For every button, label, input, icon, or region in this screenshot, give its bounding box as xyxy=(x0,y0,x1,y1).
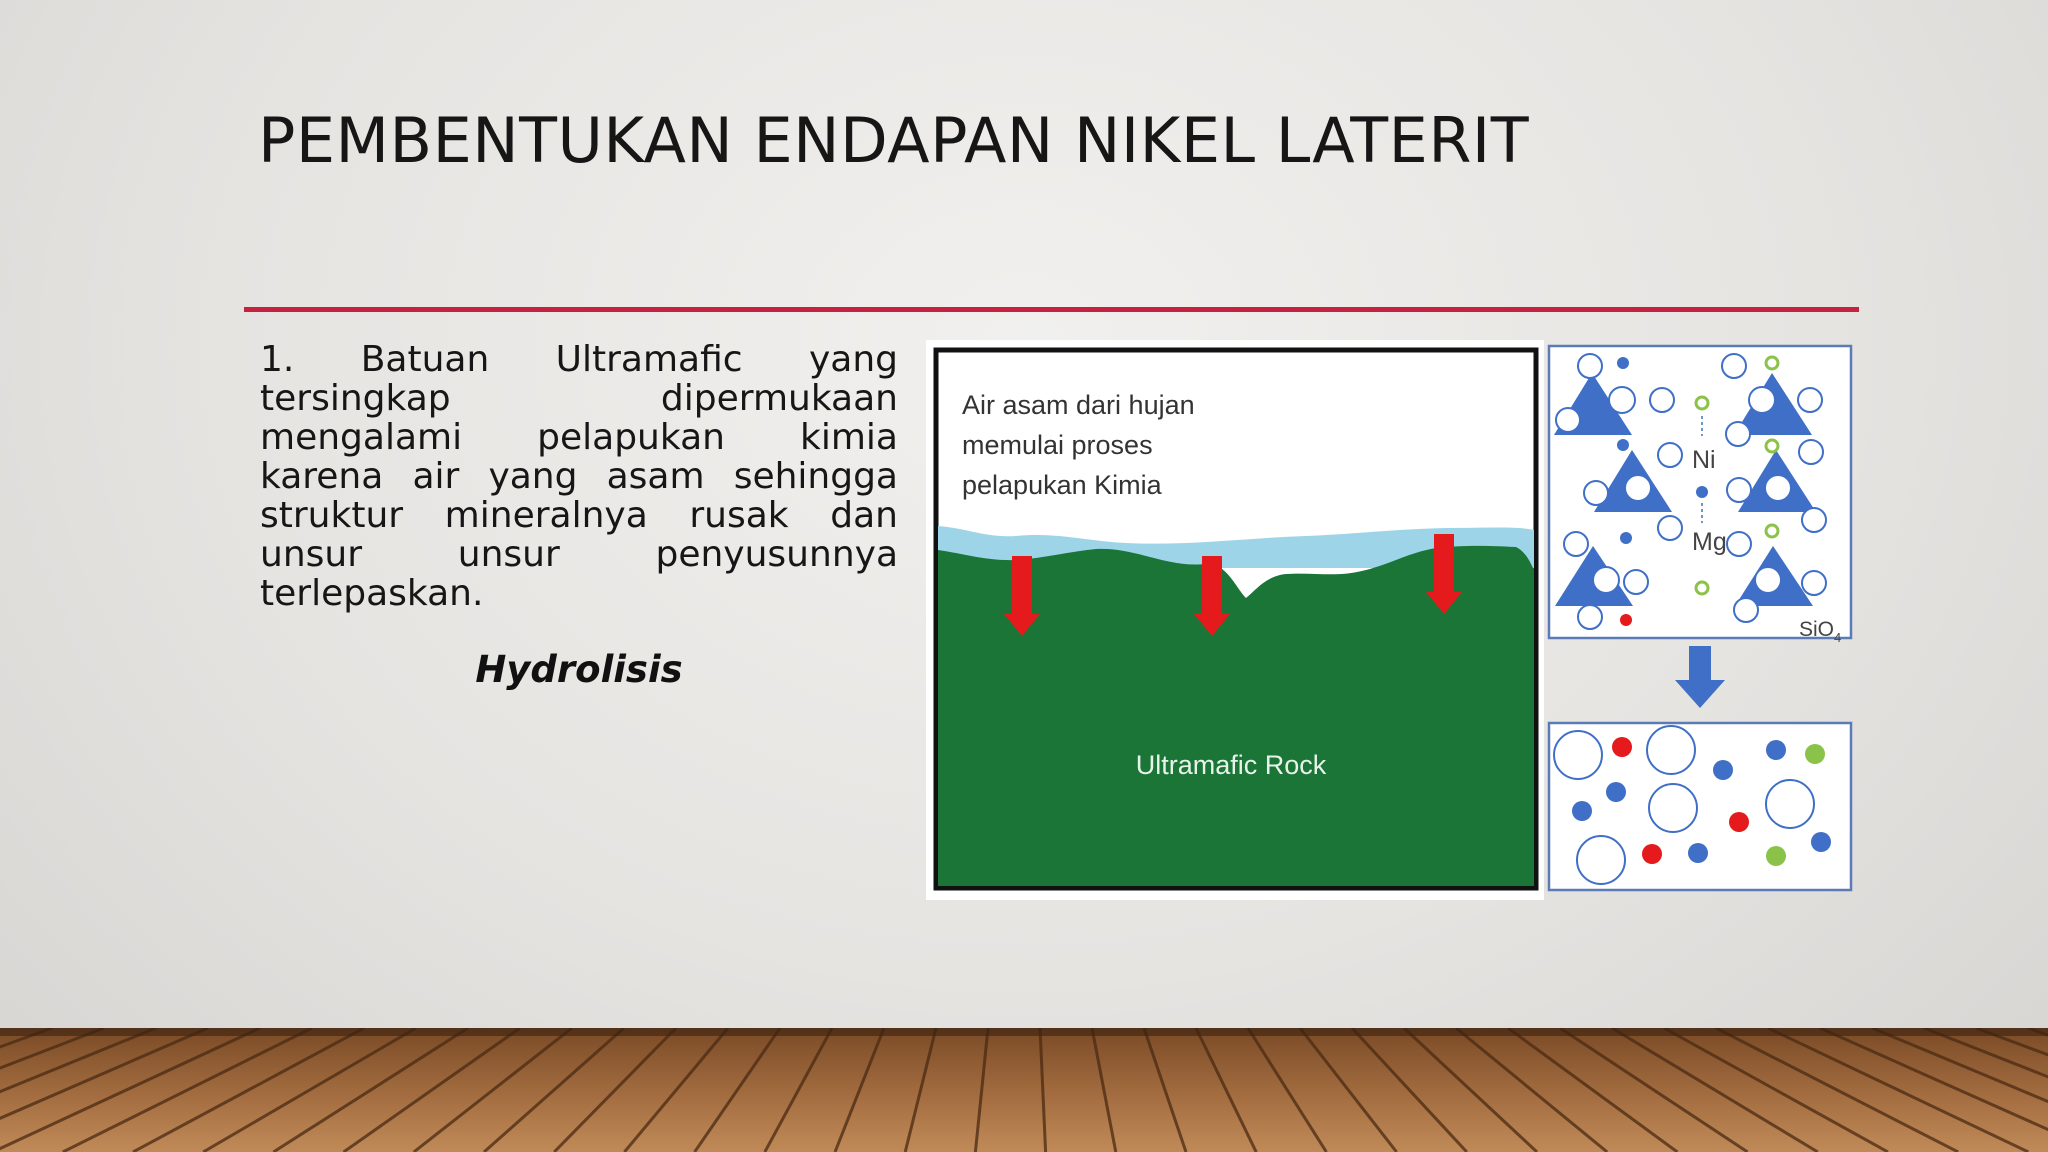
rain-text-line2: memulai proses xyxy=(962,430,1153,460)
rain-text-line1: Air asam dari hujan xyxy=(962,390,1195,420)
mg-label: Mg xyxy=(1692,528,1727,556)
wooden-floor xyxy=(0,1028,2048,1152)
blue-down-arrow-icon xyxy=(1675,646,1725,708)
rain-text-line3: pelapukan Kimia xyxy=(962,470,1162,500)
title-divider xyxy=(244,307,1859,312)
ni-label: Ni xyxy=(1692,446,1716,474)
hydrolisis-caption: Hydrolisis xyxy=(475,648,683,691)
weathering-diagram xyxy=(926,338,1856,900)
sio4-label: SiO$_4$ xyxy=(1799,618,1842,645)
body-paragraph: 1. Batuan Ultramafic yang tersingkap dipermukaan mengalami pelapukan kimia karena air yang asam sehingga struktur mineralnya rusak dan unsur unsur penyusunnya terlepaskan. xyxy=(260,339,898,614)
weathering-figure xyxy=(926,338,1856,900)
rock-label: Ultramafic Rock xyxy=(1135,750,1327,780)
slide-title: PEMBENTUKAN ENDAPAN NIKEL LATERIT xyxy=(258,104,1530,177)
